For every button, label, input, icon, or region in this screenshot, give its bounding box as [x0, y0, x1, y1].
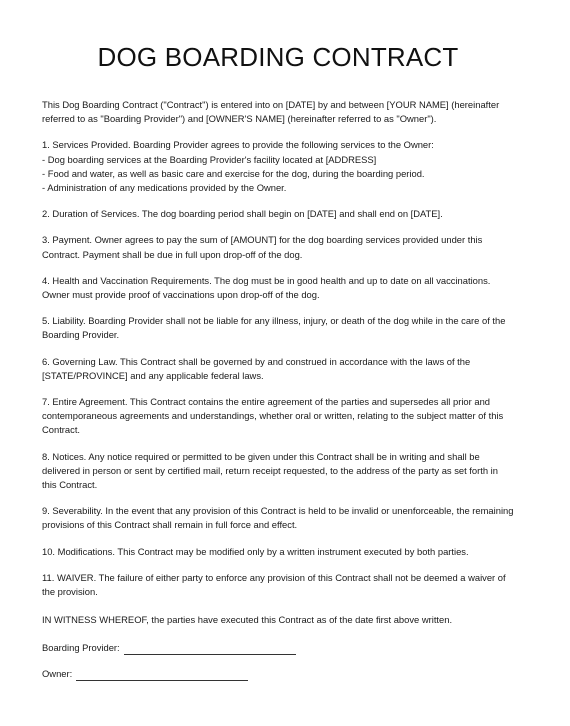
section-line: - Food and water, as well as basic care and exercise for the dog, during the boarding period.	[42, 167, 425, 179]
signature-owner	[42, 667, 514, 681]
signature-owner-label: Owner:	[42, 668, 73, 680]
section-waiver: 11. WAIVER. The failure of either party to enforce any provision of this Contract shall not be deemed a waiver of the provision.	[42, 571, 506, 598]
section-governing-law: 6. Governing Law. This Contract shall be governed by and construed in accordance with the laws of the [STATE/PROVINCE] and any applicable federal laws.	[42, 355, 471, 381]
signature-owner-line	[76, 670, 248, 681]
section-modifications: 10. Modifications. This Contract may be modified only by a written instrument executed by both parties.	[42, 545, 469, 557]
section-payment: 3. Payment. Owner agrees to pay the sum of [AMOUNT] for the dog boarding services provided under this Contract. Payment shall be due in full upon drop-off of the dog.	[42, 234, 483, 260]
signature-provider-label: Boarding Provider:	[42, 642, 120, 654]
section-entire-agreement: 7. Entire Agreement. This Contract contains the entire agreement of the parties and supersedes all prior and contemporaneous agreements and understandings, whether oral or written, relating to the subject matter of this Contract.	[42, 396, 504, 436]
section-line: - Dog boarding services at the Boarding Provider's facility located at [ADDRESS]	[42, 153, 377, 165]
witness-statement: IN WITNESS WHEREOF, the parties have executed this Contract as of the date first above written.	[42, 614, 453, 626]
section-line: - Administration of any medications provided by the Owner.	[42, 182, 287, 194]
section-liability: 5. Liability. Boarding Provider shall not be liable for any illness, injury, or death of the dog while in the care of the Boarding Provider.	[42, 315, 506, 341]
section-severability: 9. Severability. In the event that any provision of this Contract is held to be invalid or unenforceable, the remaining provisions of this Contract shall remain in full force and effect.	[42, 505, 514, 531]
section-health: 4. Health and Vaccination Requirements. The dog must be in good health and up to date on all vaccinations. Owner must provide proof of vaccinations upon drop-off of the dog.	[42, 274, 491, 301]
section-services	[42, 138, 514, 195]
section-duration: 2. Duration of Services. The dog boarding period shall begin on [DATE] and shall end on [DATE].	[42, 208, 443, 220]
document-title: DOG BOARDING CONTRACT	[97, 42, 459, 72]
sections-container	[42, 138, 514, 599]
section-notices: 8. Notices. Any notice required or permitted to be given under this Contract shall be in writing and shall be delivered in person or sent by certified mail, return receipt requested, to the address of the party as set forth in this Contract.	[42, 450, 498, 491]
signature-provider-line	[124, 644, 296, 655]
section-line: 1. Services Provided. Boarding Provider agrees to provide the following services to the Owner:	[42, 139, 434, 151]
intro-paragraph: This Dog Boarding Contract ("Contract") is entered into on [DATE] by and between [YOUR NAME] (hereinafter referred to as "Boarding Provider") and [OWNER'S NAME] (hereinafter referred to as "Owner").	[42, 99, 500, 125]
signature-provider	[42, 641, 514, 655]
